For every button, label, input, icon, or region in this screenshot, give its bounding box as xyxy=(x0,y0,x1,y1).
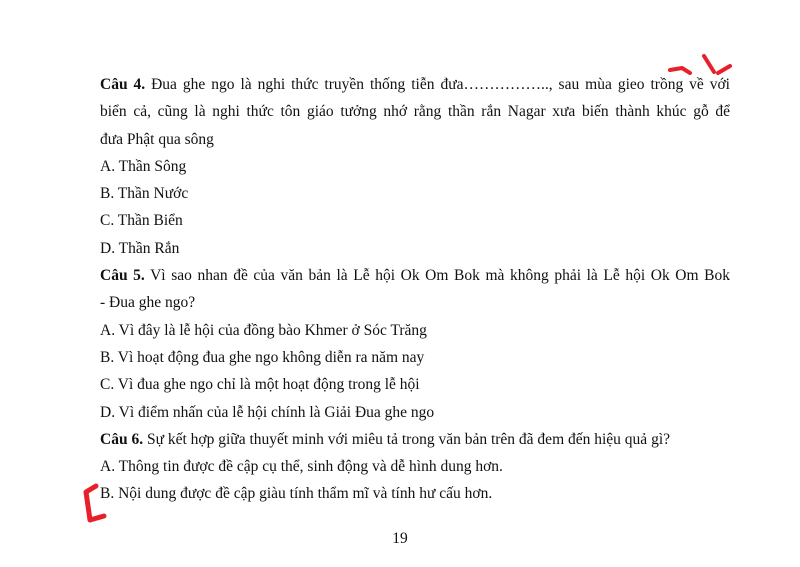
question-4-text-1: Đua ghe ngo là nghi thức truyền thống tiễn đưa…………….., sau mùa gieo trồng về với xyxy=(145,76,730,93)
question-5-option-d: D. Vì điểm nhấn của lễ hội chính là Giải Đua ghe ngo xyxy=(100,403,435,421)
question-4-label: Câu 4. xyxy=(100,76,146,93)
question-5-line-2: - Đua ghe ngo? xyxy=(100,294,196,312)
question-5-option-c: C. Vì đua ghe ngo chỉ là một hoạt động trong lễ hội xyxy=(100,376,420,394)
page-number: 19 xyxy=(392,530,408,547)
question-6-option-b: B. Nội dung được đề cập giàu tính thẩm mĩ và tính hư cấu hơn. xyxy=(100,485,493,503)
question-6-text-1: Sự kết hợp giữa thuyết minh với miêu tả trong văn bản trên đã đem đến hiệu quả gì? xyxy=(143,430,671,448)
question-4-option-d: D. Thần Rắn xyxy=(100,239,180,257)
question-4 xyxy=(100,71,730,262)
question-5-text-1: Vì sao nhan đề của văn bản là Lễ hội Ok Om Bok mà không phải là Lễ hội Ok Om Bok xyxy=(144,267,730,285)
question-6 xyxy=(100,426,730,508)
question-5 xyxy=(100,262,730,426)
question-4-line-3: đưa Phật qua sông xyxy=(100,130,214,148)
question-6-line-1 xyxy=(100,426,730,453)
question-6-label: Câu 6. xyxy=(100,430,144,448)
question-5-option-b: B. Vì hoạt động đua ghe ngo không diễn ra năm nay xyxy=(100,348,425,366)
question-5-line-1 xyxy=(100,262,730,289)
question-4-line-1 xyxy=(100,71,730,98)
question-5-label: Câu 5. xyxy=(100,267,145,285)
question-5-option-a: A. Vì đây là lễ hội của đồng bào Khmer ở Sóc Trăng xyxy=(100,321,427,339)
question-6-option-a: A. Thông tin được đề cập cụ thể, sinh động và dễ hình dung hơn. xyxy=(100,458,503,476)
question-list xyxy=(100,71,730,508)
question-4-option-a: A. Thần Sông xyxy=(100,157,187,175)
question-4-option-c: C. Thần Biển xyxy=(100,212,183,230)
question-4-line-2: biển cả, cũng là nghi thức tôn giáo tưởng nhớ rằng thần rắn Nagar xưa biến thành khúc gỗ để xyxy=(100,103,730,121)
question-4-option-b: B. Thần Nước xyxy=(100,185,189,203)
